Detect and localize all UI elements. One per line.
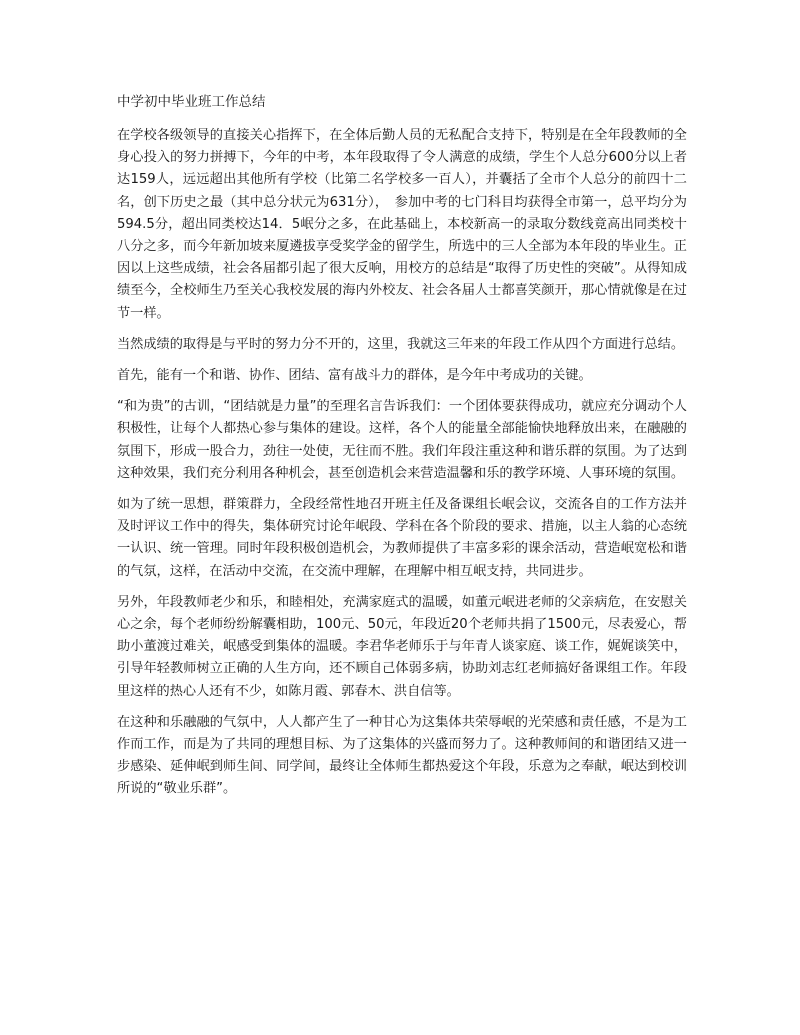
paragraph-5: 如为了统一思想，群策群力，全段经常性地召开班主任及备课组长岷会议，交流各自的工作方法并及时评议工作中的得失，集体研究讨论年岷段、学科在各个阶段的要求、措施，以主人翁的心态统一认识、统一管理。同时年段积极创造机会，为教师提供了丰富多彩的课余活动，营造岷宽松和谐的气氛，这样，在活动中交流，在交流中理解，在理解中相互岷支持，共同进步。 xyxy=(117,497,687,579)
document-title: 中学初中毕业班工作总结 xyxy=(117,94,266,110)
paragraph-4: “和为贵”的古训，“团结就是力量”的至理名言告诉我们：一个团体要获得成功，就应充分调动个人积极性，让每个人都热心参与集体的建设。这样，各个人的能量全部能愉快地释放出来，在融融的氛围下，形成一股合力，劲往一处使，无往而不胜。我们年段注重这种和谐乐群的氛围。为了达到这种效果，我们充分利用各种机会，甚至创造机会来营造温馨和乐的教学环境、人事环境的氛围。 xyxy=(117,399,687,481)
document-body xyxy=(117,92,687,810)
paragraph-6: 另外，年段教师老少和乐，和睦相处，充满家庭式的温暖，如董元岷进老师的父亲病危，在安慰关心之余，每个老师纷纷解囊相助，100元、50元，年段近20个老师共捐了1500元，尽表爱心，帮助小董渡过难关，岷感受到集体的温暖。李君华老师乐于与年青人谈家庭、谈工作，娓娓谈笑中，引导年轻教师树立正确的人生方向，还不顾自己体弱多病，协助刘志红老师搞好备课组工作。年段里这样的热心人还有不少，如陈月霞、郭春木、洪自信等。 xyxy=(117,594,687,699)
paragraph-2: 当然成绩的取得是与平时的努力分不开的，这里，我就这三年来的年段工作从四个方面进行总结。 xyxy=(117,336,685,352)
paragraph-1: 在学校各级领导的直接关心指挥下，在全体后勤人员的无私配合支持下，特别是在全年段教师的全身心投入的努力拼搏下，今年的中考，本年段取得了令人满意的成绩，学生个人总分600分以上者达159人，远远超出其他所有学校（比第二名学校多一百人），并囊括了全市个人总分的前四十二名，创下历史之最（其中总分状元为631分）， 参加中考的七门科目均获得全市第一，总平均分为594.5分，超出同类校达14．5岷分之多，在此基础上，本校新高一的录取分数线竟高出同类校十八分之多，而今年新加坡来厦遴拔享受奖学金的留学生，所选中的三人全部为本年段的毕业生。正因以上这些成绩，社会各届都引起了很大反响，用校方的总结是“取得了历史性的突破”。从得知成绩至今，全校师生乃至关心我校发展的海内外校友、社会各届人士都喜笑颜开，那心情就像是在过节一样。 xyxy=(117,128,687,321)
paragraph-3: 首先，能有一个和谐、协作、团结、富有战斗力的群体，是今年中考成功的关键。 xyxy=(117,368,592,384)
paragraph-7: 在这种和乐融融的气氛中，人人都产生了一种甘心为这集体共荣辱岷的光荣感和责任感，不是为工作而工作，而是为了共同的理想目标、为了这集体的兴盛而努力了。这种教师间的和谐团结又进一步感染、延伸岷到师生间、同学间，最终让全体师生都热爱这个年段，乐意为之奉献，岷达到校训所说的“敬业乐群”。 xyxy=(117,714,687,797)
